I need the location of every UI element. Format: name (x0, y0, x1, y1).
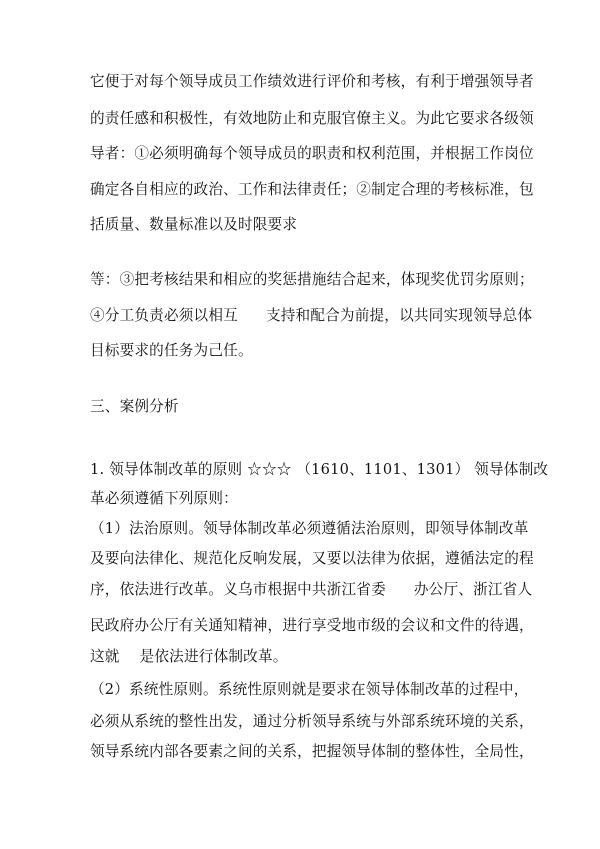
text-line: 必须从系统的整性出发，通过分析领导系统与外部系统环境的关系， (90, 713, 534, 730)
text-line: 革必须遵循下列原则： (90, 490, 238, 507)
text-line: 领导系统内部各要素之间的关系，把握领导体制的整体性，全局性， (90, 743, 534, 760)
text-line: 的责任感和积极性，有效地防止和克服官僚主义。为此它要求各级领 (90, 110, 534, 127)
text-segment: 是依法进行体制改革。 (139, 648, 288, 665)
text-line: 目标要求的任务为己任。 (90, 342, 253, 359)
text-line (90, 306, 533, 326)
text-line: 括质量、数量标准以及时限要求 (90, 216, 298, 233)
text-segment: ④分工负责必须以相互 (90, 307, 238, 324)
text-line: 导者：①必须明确每个领导成员的职责和权利范围，并根据工作岗位 (90, 145, 534, 162)
text-line: 民政府办公厅有关通知精神，进行享受地市级的会议和文件的待遇， (90, 617, 534, 634)
text-line (90, 647, 520, 667)
text-segment: 序，依法进行改革。义乌市根据中共浙江省委 (90, 581, 386, 598)
text-line (90, 580, 533, 600)
text-line: 等：③把考核结果和相应的奖惩措施结合起来，体现奖优罚劣原则； (90, 271, 534, 288)
text-segment: 这就 (90, 648, 120, 665)
text-line: 确定各自相应的政治、工作和法律责任；②制定合理的考核标准，包 (90, 181, 534, 198)
text-line: 它便于对每个领导成员工作绩效进行评价和考核，有利于增强领导者 (90, 73, 534, 90)
text-line: 1. 领导体制改革的原则 ☆☆☆ （1610、1101、1301） 领导体制改 (90, 461, 549, 478)
text-line: （1）法治原则。领导体制改革必须遵循法治原则，即领导体制改革 (90, 520, 529, 537)
text-segment: 办公厅、浙江省人 (413, 581, 533, 598)
text-segment: 支持和配合为前提，以共同实现领导总体 (265, 307, 533, 324)
text-line: （2）系统性原则。系统性原则就是要求在领导体制改革的过程中， (90, 681, 529, 698)
text-line: 及要向法律化、规范化反响发展，又要以法律为依据，遵循法定的程 (90, 550, 534, 567)
section-heading: 三、案例分析 (90, 398, 179, 415)
